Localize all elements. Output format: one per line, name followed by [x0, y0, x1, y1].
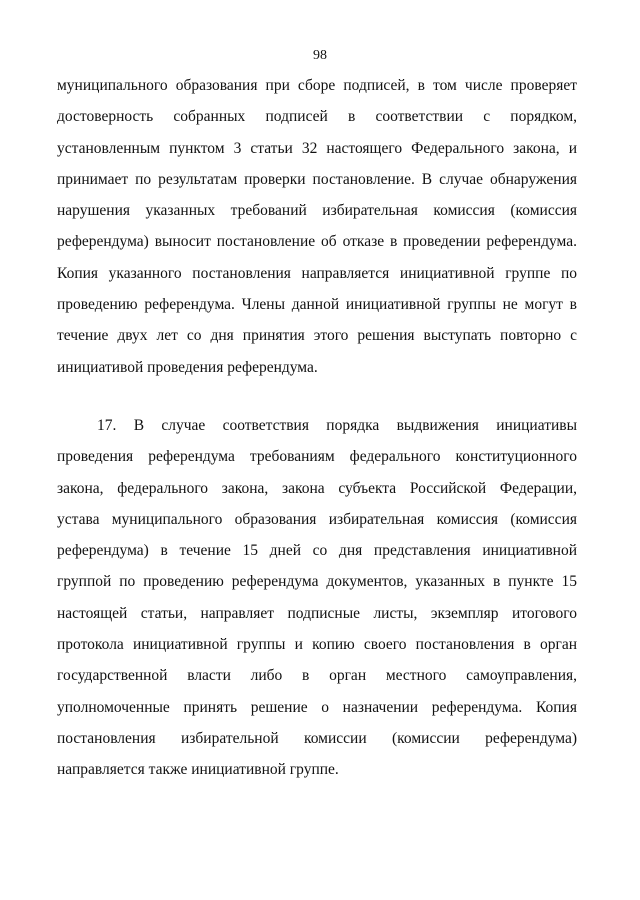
text-line: группой по проведению референдума документов, указанных в пункте 15 [57, 573, 577, 591]
paragraph-item-17 [57, 410, 577, 786]
text-line: референдума) выносит постановление об отказе в проведении референдума. [57, 233, 577, 251]
text-line: государственной власти либо в орган местного самоуправления, [57, 667, 577, 685]
text-line: уполномоченные принять решение о назначении референдума. Копия [57, 698, 577, 716]
text-line: устава муниципального образования избирательная комиссия (комиссия [57, 510, 577, 528]
text-line: достоверность собранных подписей в соответствии с порядком, [57, 108, 577, 126]
text-line: закона, федерального закона, закона субъекта Российской Федерации, [57, 479, 577, 497]
text-line: принимает по результатам проверки постановление. В случае обнаружения [57, 170, 577, 188]
text-line: муниципального образования при сборе подписей, в том числе проверяет [57, 77, 577, 94]
paragraph-continuation [57, 70, 577, 383]
text-line: проведению референдума. Члены данной инициативной группы не могут в [57, 296, 577, 314]
text-line: протокола инициативной группы и копию своего постановления в орган [57, 636, 577, 654]
text-line: постановления избирательной комиссии (комиссии референдума) [57, 729, 577, 747]
text-line: инициативой проведения референдума. [57, 358, 318, 376]
text-line: настоящей статьи, направляет подписные листы, экземпляр итогового [57, 604, 577, 622]
text-line: установленным пунктом 3 статьи 32 настоящего Федерального закона, и [57, 139, 577, 157]
text-line: нарушения указанных требований избирательная комиссия (комиссия [57, 202, 577, 220]
text-line: течение двух лет со дня принятия этого решения выступать повторно с [57, 327, 577, 345]
text-line: референдума) в течение 15 дней со дня представления инициативной [57, 542, 577, 560]
text-line: проведения референдума требованиям федерального конституционного [57, 448, 577, 466]
text-line: 17. В случае соответствия порядка выдвижения инициативы [97, 417, 577, 434]
text-line: направляется также инициативной группе. [57, 761, 339, 779]
page-number: 98 [313, 48, 327, 63]
text-line: Копия указанного постановления направляется инициативной группе по [57, 264, 577, 282]
